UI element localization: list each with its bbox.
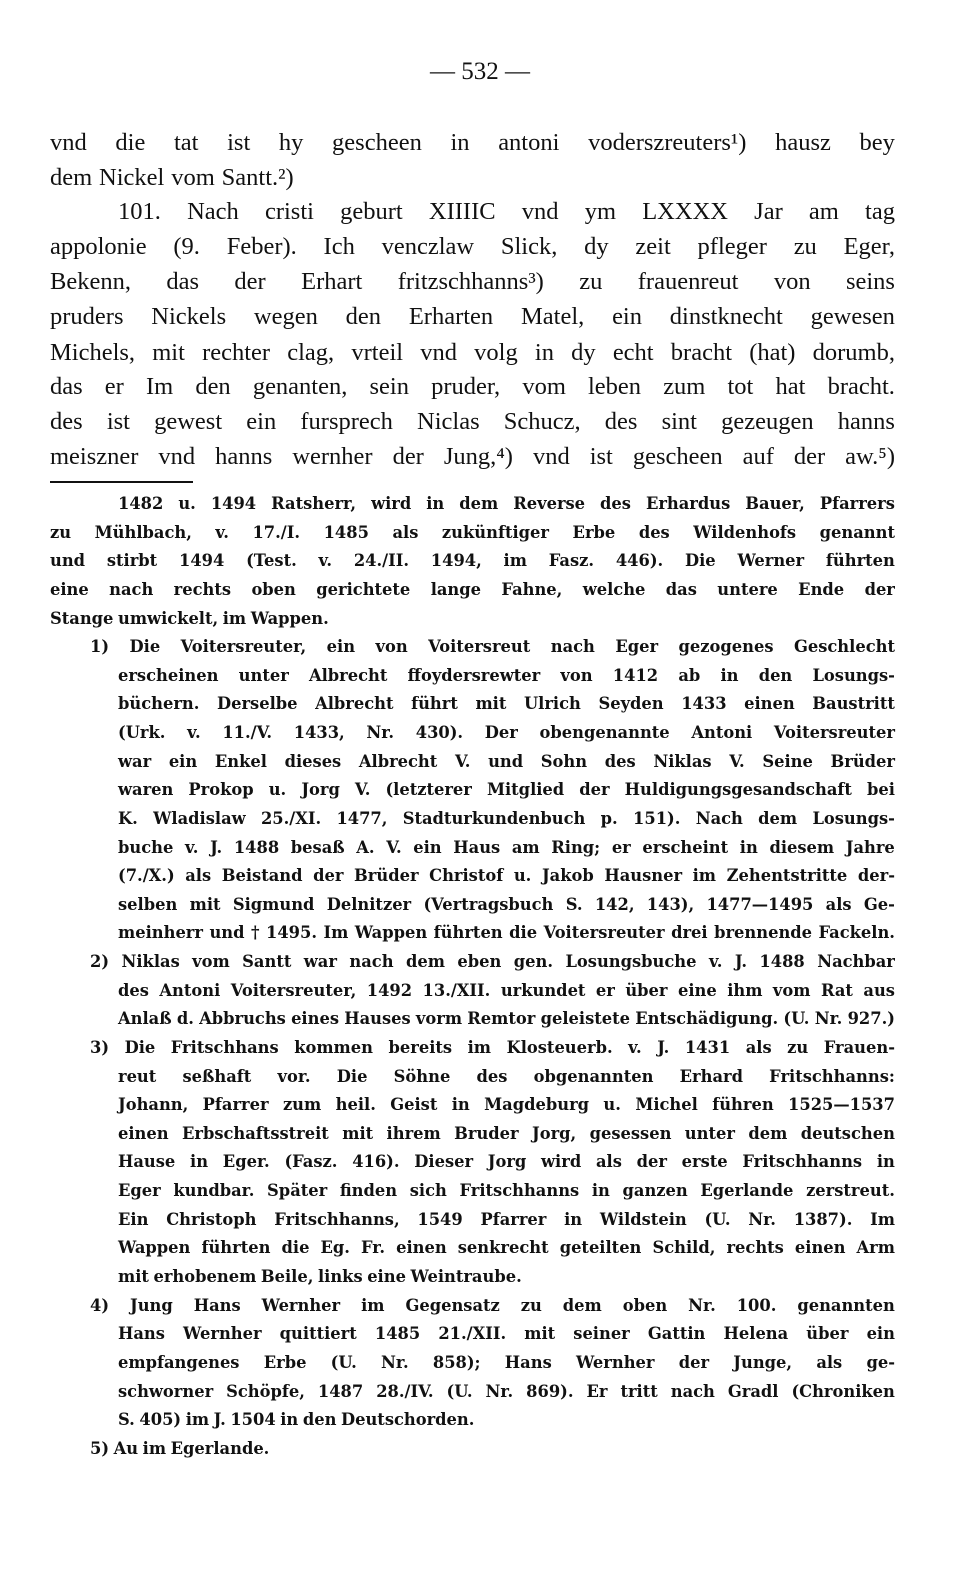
- footnote-entry: 4) Jung Hans Wernher im Gegensatz zu dem oben Nr. 100. genannten: [90, 1296, 895, 1315]
- main-text-line: Michels, mit rechter clag, vrteil vnd volg in dy echt bracht (hat) dorumb,: [50, 339, 895, 366]
- footnote-line: eine nach rechts oben gerichtete lange Fahne, welche das untere Ende der: [50, 580, 895, 599]
- footnote-line: (7./X.) als Beistand der Brüder Christof u. Jakob Hausner im Zehentstritte der-: [118, 866, 895, 885]
- main-text-line: 101. Nach cristi geburt XIIIIC vnd ym LXXXX Jar am tag: [118, 198, 895, 225]
- footnote-entry: 5) Au im Egerlande.: [90, 1439, 270, 1458]
- footnote-line: Stange umwickelt, im Wappen.: [50, 609, 329, 628]
- main-text-line: meiszner vnd hanns wernher der Jung,⁴) vnd ist gescheen auf der aw.⁵): [50, 443, 895, 470]
- footnote-line: reut seßhaft vor. Die Söhne des obgenannten Erhard Fritschhanns:: [118, 1067, 895, 1086]
- main-text-line: appolonie (9. Feber). Ich venczlaw Slick, dy zeit pfleger zu Eger,: [50, 233, 895, 260]
- footnote-rule: [50, 481, 193, 483]
- footnote-line: meinherr und † 1495. Im Wappen führten die Voitersreuter drei brennende Fackeln.: [118, 923, 895, 942]
- footnote-line: büchern. Derselbe Albrecht führt mit Ulrich Seyden 1433 einen Baustritt: [118, 694, 895, 713]
- footnote-line: schworner Schöpfe, 1487 28./IV. (U. Nr. 869). Er tritt nach Gradl (Chroniken: [118, 1382, 895, 1401]
- footnote-line: Hans Wernher quittiert 1485 21./XII. mit seiner Gattin Helena über ein: [118, 1324, 895, 1343]
- footnote-entry: 2) Niklas vom Santt war nach dem eben gen. Losungsbuche v. J. 1488 Nachbar: [90, 952, 895, 971]
- footnote-line: des Antoni Voitersreuter, 1492 13./XII. urkundet er über eine ihm vom Rat aus: [118, 981, 895, 1000]
- main-text-line: dem Nickel vom Santt.²): [50, 164, 294, 191]
- footnote-line: zu Mühlbach, v. 17./I. 1485 als zukünftiger Erbe des Wildenhofs genannt: [50, 523, 895, 542]
- footnote-line: S. 405) im J. 1504 in den Deutschorden.: [118, 1410, 475, 1429]
- footnote-line: Hause in Eger. (Fasz. 416). Dieser Jorg wird als der erste Fritschhanns in: [118, 1152, 895, 1171]
- main-text-line: vnd die tat ist hy gescheen in antoni voderszreuters¹) hausz bey: [50, 129, 895, 156]
- footnote-line: Johann, Pfarrer zum heil. Geist in Magdeburg u. Michel führen 1525—1537: [118, 1095, 895, 1114]
- footnote-line: empfangenes Erbe (U. Nr. 858); Hans Wernher der Junge, als ge-: [118, 1353, 895, 1372]
- footnote-line: erscheinen unter Albrecht ffoydersrewter von 1412 ab in den Losungs-: [118, 666, 895, 685]
- footnote-line: buche v. J. 1488 besaß A. V. ein Haus am Ring; er erscheint in diesem Jahre: [118, 838, 895, 857]
- footnote-line: K. Wladislaw 25./XI. 1477, Stadturkundenbuch p. 151). Nach dem Losungs-: [118, 809, 895, 828]
- footnote-line: 1482 u. 1494 Ratsherr, wird in dem Reverse des Erhardus Bauer, Pfarrers: [118, 494, 895, 513]
- footnote-line: Ein Christoph Fritschhanns, 1549 Pfarrer in Wildstein (U. Nr. 1387). Im: [118, 1210, 895, 1229]
- footnote-line: mit erhobenem Beile, links eine Weintraube.: [118, 1267, 522, 1286]
- main-text-line: pruders Nickels wegen den Erharten Matel, ein dinstknecht gewesen: [50, 303, 895, 330]
- footnote-line: Wappen führten die Eg. Fr. einen senkrecht geteilten Schild, rechts einen Arm: [118, 1238, 895, 1257]
- footnote-line: einen Erbschaftsstreit mit ihrem Bruder Jorg, gesessen unter dem deutschen: [118, 1124, 895, 1143]
- footnote-line: und stirbt 1494 (Test. v. 24./II. 1494, im Fasz. 446). Die Werner führten: [50, 551, 895, 570]
- footnote-line: war ein Enkel dieses Albrecht V. und Sohn des Niklas V. Seine Brüder: [118, 752, 895, 771]
- footnote-line: waren Prokop u. Jorg V. (letzterer Mitglied der Huldigungsgesandschaft bei: [118, 780, 895, 799]
- main-text-line: das er Im den genanten, sein pruder, vom leben zum tot hat bracht.: [50, 373, 895, 400]
- footnote-line: Anlaß d. Abbruchs eines Hauses vorm Remtor geleistete Entschädigung. (U. Nr. 927.): [118, 1009, 895, 1028]
- footnote-line: selben mit Sigmund Delnitzer (Vertragsbuch S. 142, 143), 1477—1495 als Ge-: [118, 895, 895, 914]
- main-text-line: des ist gewest ein fursprech Niclas Schucz, des sint gezeugen hanns: [50, 408, 895, 435]
- footnote-entry: 3) Die Fritschhans kommen bereits im Klosteuerb. v. J. 1431 als zu Frauen-: [90, 1038, 895, 1057]
- footnote-entry: 1) Die Voitersreuter, ein von Voitersreut nach Eger gezogenes Geschlecht: [90, 637, 895, 656]
- page-number: — 532 —: [430, 58, 530, 85]
- main-text-line: Bekenn, das der Erhart fritzschhanns³) zu frauenreut von seins: [50, 268, 895, 295]
- footnote-line: (Urk. v. 11./V. 1433, Nr. 430). Der obengenannte Antoni Voitersreuter: [118, 723, 895, 742]
- footnote-line: Eger kundbar. Später finden sich Fritschhanns in ganzen Egerlande zerstreut.: [118, 1181, 895, 1200]
